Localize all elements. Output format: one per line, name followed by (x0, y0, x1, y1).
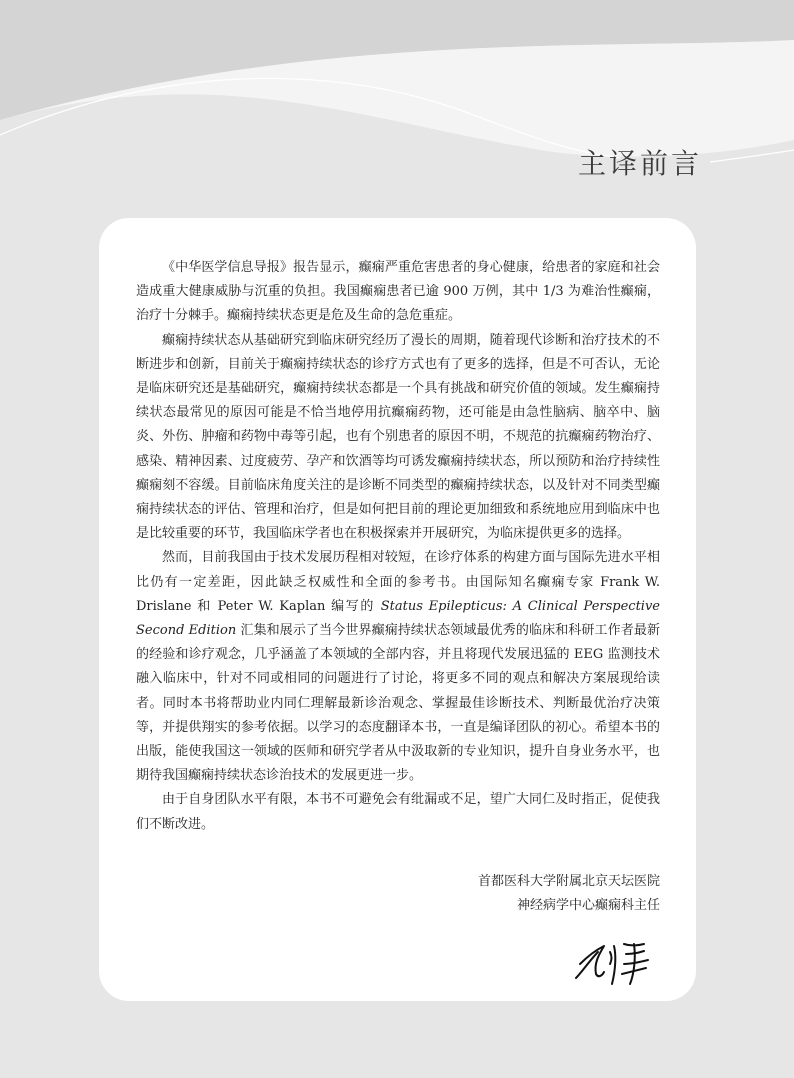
paragraph-3 (136, 546, 660, 788)
book-title: Status Epilepticus: A Clinical Perspective Second Edition (136, 598, 660, 639)
paragraph-1: 《中华医学信息导报》报告显示，癫痫严重危害患者的身心健康，给患者的家庭和社会造成重大健康威胁与沉重的负担。我国癫痫患者已逾 900 万例，其中 1/3 为难治性癫痫，治疗十分棘手。癫痫持续状态更是危及生命的急危重症。 (136, 260, 660, 324)
paragraph-2: 癫痫持续状态从基础研究到临床研究经历了漫长的周期，随着现代诊断和治疗技术的不断进步和创新，目前关于癫痫持续状态的诊疗方式也有了更多的选择，但是不可否认，无论是临床研究还是基础研究，癫痫持续状态都是一个具有挑战和研究价值的领域。发生癫痫持续状态最常见的原因可能是不恰当地停用抗癫痫药物，还可能是由急性脑病、脑卒中、脑炎、外伤、肿瘤和药物中毒等引起，也有个别患者的原因不明，不规范的抗癫痫药物治疗、感染、精神因素、过度疲劳、孕产和饮酒等均可诱发癫痫持续状态，所以预防和治疗持续性癫痫刻不容缓。目前临床角度关注的是诊断不同类型的癫痫持续状态，以及针对不同类型癫痫持续状态的评估、管理和治疗，但是如何把目前的理论更加细致和系统地应用到临床中也是比较重要的环节，我国临床学者也在积极探索并开展研究，为临床提供更多的选择。 (136, 332, 660, 542)
paragraph-3-part-2: 汇集和展示了当今世界癫痫持续状态领域最优秀的临床和科研工作者最新的经验和诊疗观念，几乎涵盖了本领域的全部内容，并且将现代发展迅猛的 EEG 监测技术融入临床中，针对不同或相同的问题进行了讨论，将更多不同的观点和解决方案展现给读者。同时本书将帮助业内同仁理解最新诊治观念、掌握最佳诊断技术、判断最优治疗决策等，并提供翔实的参考依据。以学习的态度翻译本书，一直是编译团队的初心。希望本书的出版，能使我国这一领域的医师和研究学者从中汲取新的专业知识，提升自身业务水平，也期待我国癫痫持续状态诊治技术的发展更进一步。 (136, 623, 660, 784)
author-position: 神经病学中心癫痫科主任 (516, 898, 660, 913)
preface-body (136, 256, 660, 837)
handwritten-signature (574, 938, 654, 988)
signature-block (478, 870, 660, 918)
paragraph-4: 由于自身团队水平有限，本书不可避免会有纰漏或不足，望广大同仁及时指正，促使我们不断改进。 (136, 792, 660, 832)
institution-name: 首都医科大学附属北京天坛医院 (477, 874, 660, 889)
paragraph-3-part-1: 然而，目前我国由于技术发展历程相对较短，在诊疗体系的构建方面与国际先进水平相比仍有一定差距，因此缺乏权威性和全面的参考书。由国际知名癫痫专家 Frank W. Drislane 和 Peter W. Kaplan 编写的 (136, 550, 660, 614)
page-title: 主译前言 (577, 147, 702, 180)
